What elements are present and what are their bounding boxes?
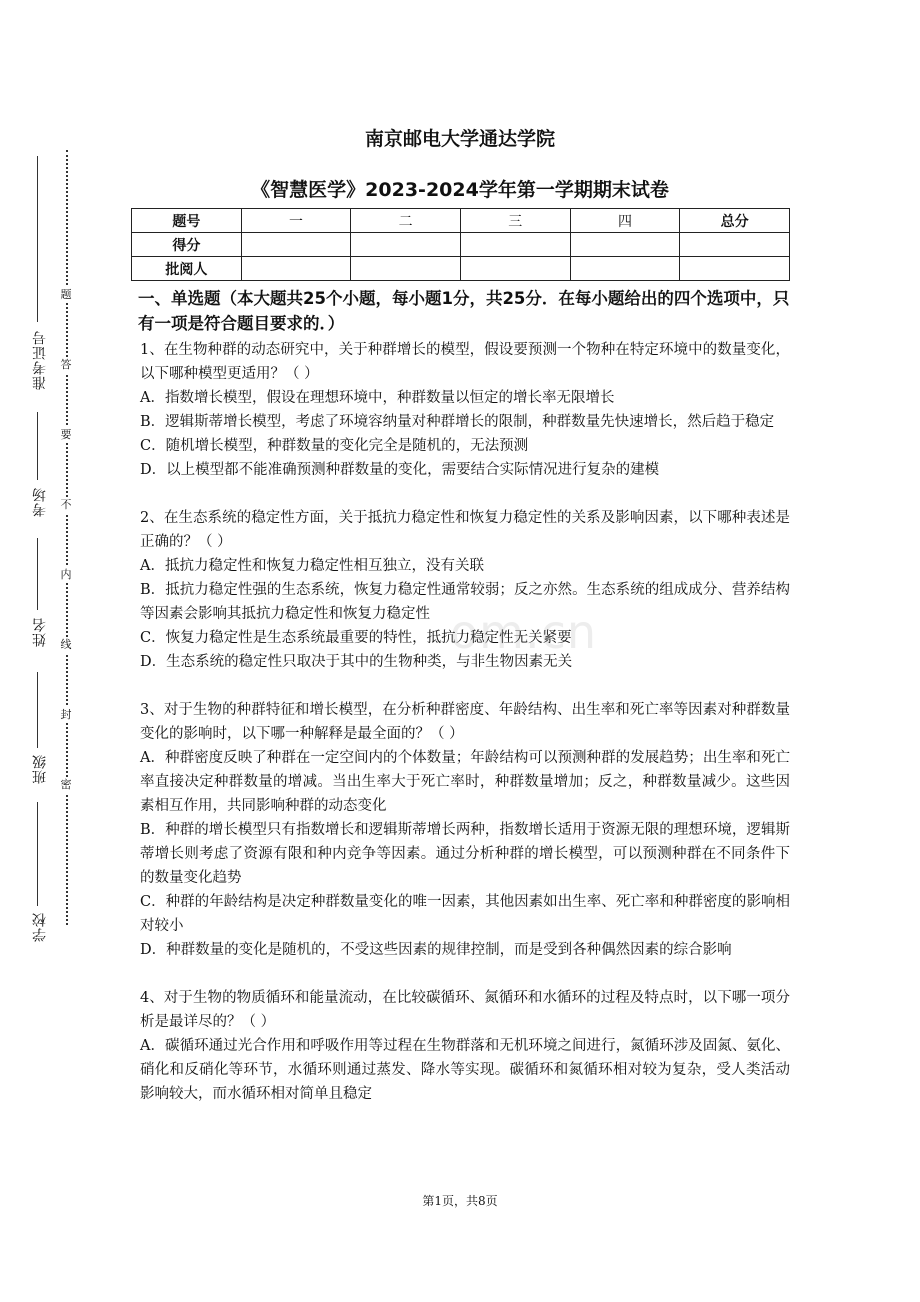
col-header: 总分 [680,209,790,233]
score-cell [460,233,570,257]
option-d: D．以上模型都不能准确预测种群数量的变化，需要结合实际情况进行复杂的建模 [140,462,660,478]
question-4 [140,986,790,1106]
exam-room-line [37,412,38,480]
school-title: 南京邮电大学通达学院 [364,128,555,150]
grader-cell [351,257,461,281]
exam-content [140,286,790,1106]
col-header: 二 [351,209,461,233]
exam-room-label: 考场 [32,487,48,517]
option-b: B．种群的增长模型只有指数增长和逻辑斯蒂增长两种，指数增长适用于资源无限的理想环境，逻辑斯蒂增长则考虑了资源有限和种内竞争等因素。通过分析种群的增长模型，可以预测种群在不同条件下的数量变化趋势 [140,822,790,886]
question-stem: 4、对于生物的物质循环和能量流动，在比较碳循环、氮循环和水循环的过程及特点时，以下哪一项分析是最详尽的？（ ） [140,990,790,1030]
seal-char: 密 [58,777,74,793]
seal-char: 封 [58,707,74,723]
score-row [132,233,790,257]
seal-char: 答 [58,357,74,373]
page-footer: 第1页，共8页 [422,1194,498,1208]
class-label: 班级 [32,754,48,784]
score-cell [570,233,680,257]
seal-char: 不 [58,497,74,513]
col-header: 一 [241,209,351,233]
grader-row [132,257,790,281]
seal-dotted-line [66,150,68,925]
question-3 [140,698,790,962]
option-d: D．生态系统的稳定性只取决于其中的生物种类，与非生物因素无关 [140,654,573,670]
name-label: 姓名 [32,617,48,647]
col-header: 四 [570,209,680,233]
grader-cell [460,257,570,281]
grader-cell [241,257,351,281]
seal-char: 内 [58,567,74,583]
col-header: 三 [460,209,570,233]
score-table-header-row [132,209,790,233]
option-c: C．种群的年龄结构是决定种群数量变化的唯一因素，其他因素如出生率、死亡率和种群密度的影响相对较小 [140,894,790,934]
option-a: A．抵抗力稳定性和恢复力稳定性相互独立，没有关联 [140,558,484,574]
seal-char: 要 [58,427,74,443]
admission-number-label: 准考证号 [32,330,48,390]
score-cell [351,233,461,257]
class-line [37,672,38,748]
score-table [131,208,790,281]
col-header: 题号 [132,209,242,233]
question-stem: 2、在生态系统的稳定性方面，关于抵抗力稳定性和恢复力稳定性的关系及影响因素，以下哪种表述是正确的？（ ） [140,510,790,550]
watermark: om.cn [450,605,598,659]
question-1 [140,338,790,482]
question-stem: 3、对于生物的种群特征和增长模型，在分析种群密度、年龄结构、出生率和死亡率等因素对种群数量变化的影响时，以下哪一种解释是最全面的？（ ） [140,702,790,742]
school-label: 学校 [32,912,48,942]
grader-cell [680,257,790,281]
row-header: 批阅人 [132,257,242,281]
option-c: C．恢复力稳定性是生态系统最重要的特性，抵抗力稳定性无关紧要 [140,630,572,646]
option-a: A．指数增长模型，假设在理想环境中，种群数量以恒定的增长率无限增长 [140,390,615,406]
seal-char: 题 [58,287,74,303]
exam-title: 《智慧医学》2023-2024学年第一学期期末试卷 [251,179,669,201]
option-a: A．碳循环通过光合作用和呼吸作用等过程在生物群落和无机环境之间进行，氮循环涉及固氮、氨化、硝化和反硝化等环节，水循环则通过蒸发、降水等实现。碳循环和氮循环相对较为复杂，受人类活动影响较大，而水循环相对简单且稳定 [140,1038,790,1102]
option-b: B．逻辑斯蒂增长模型，考虑了环境容纳量对种群增长的限制，种群数量先快速增长，然后趋于稳定 [140,414,775,430]
score-cell [241,233,351,257]
seal-char: 线 [58,637,74,653]
option-a: A．种群密度反映了种群在一定空间内的个体数量；年龄结构可以预测种群的发展趋势；出生率和死亡率直接决定种群数量的增减。当出生率大于死亡率时，种群数量增加；反之，种群数量减少。这些因素相互作用，共同影响种群的动态变化 [140,750,790,814]
school-line [37,802,38,906]
grader-cell [570,257,680,281]
section-heading: 一、单选题（本大题共25个小题，每小题1分，共25分．在每小题给出的四个选项中，只有一项是符合题目要求的．） [138,289,790,333]
option-d: D．种群数量的变化是随机的，不受这些因素的规律控制，而是受到各种偶然因素的综合影响 [140,942,732,958]
question-stem: 1、在生物种群的动态研究中，关于种群增长的模型，假设要预测一个物种在特定环境中的数量变化，以下哪种模型更适用？（ ） [140,342,790,382]
row-header: 得分 [132,233,242,257]
admission-number-line [37,156,38,322]
name-line [37,538,38,610]
option-c: C．随机增长模型，种群数量的变化完全是随机的，无法预测 [140,438,529,454]
score-cell [680,233,790,257]
binding-strip [0,0,90,1302]
option-b: B．抵抗力稳定性强的生态系统，恢复力稳定性通常较弱；反之亦然。生态系统的组成成分、营养结构等因素会影响其抵抗力稳定性和恢复力稳定性 [140,582,790,622]
